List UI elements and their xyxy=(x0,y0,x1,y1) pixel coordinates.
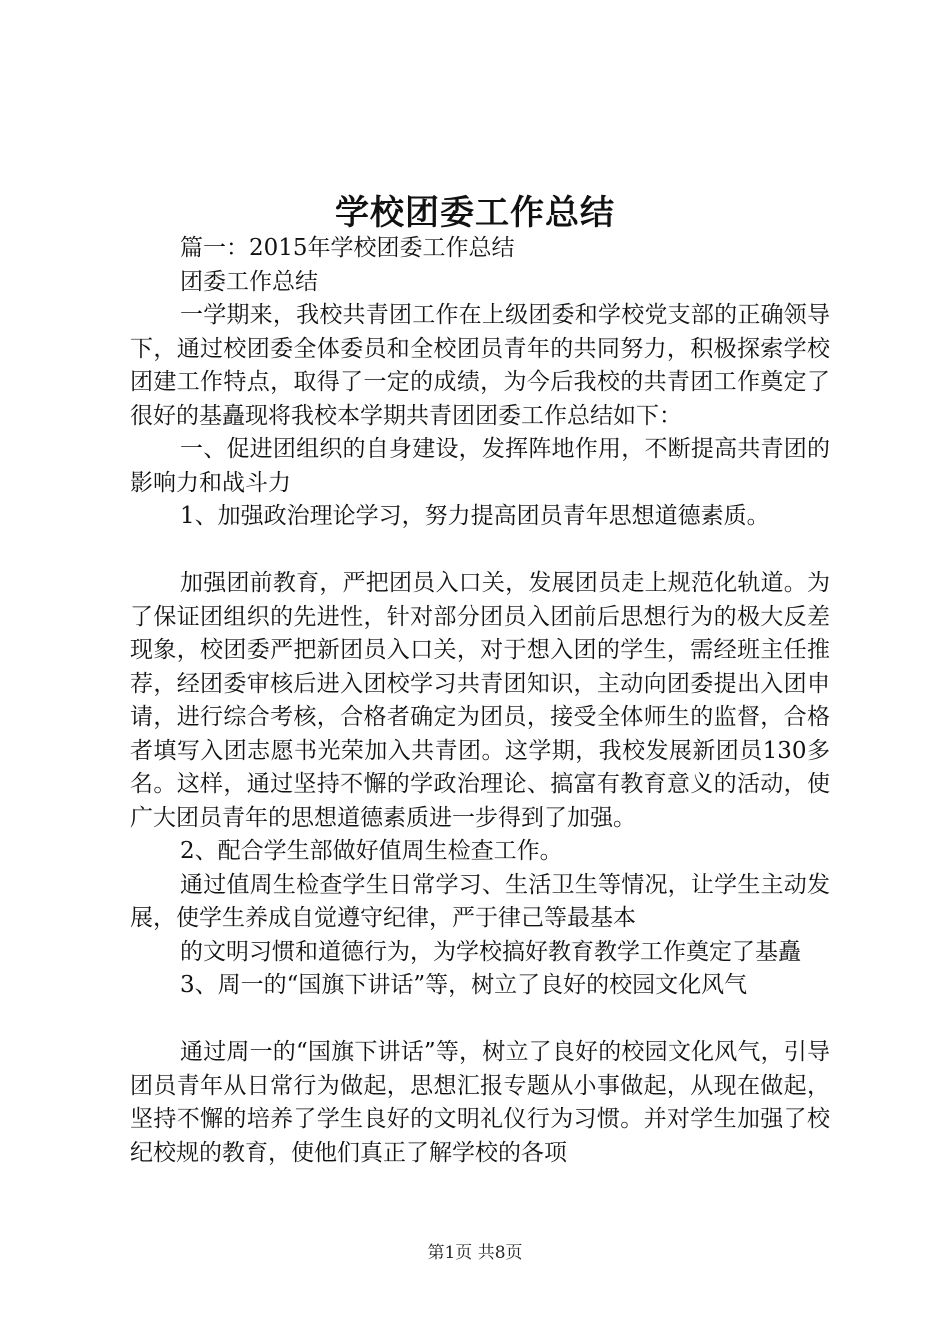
paragraph-heading-one: 一、促进团组织的自身建设，发挥阵地作用，不断提高共青团的影响力和战斗力 xyxy=(130,436,830,496)
document-title: 学校团委工作总结 xyxy=(335,193,615,233)
page-footer: 第1页 共8页 xyxy=(427,1243,523,1263)
paragraph-intro: 一学期来，我校共青团工作在上级团委和学校党支部的正确领导下，通过校团委全体委员和全校团员青年的共同努力，积极探索学校团建工作特点，取得了一定的成绩，为今后我校的共青团工作奠定了很好的基矗现将我校本学期共青团团委工作总结如下： xyxy=(130,302,830,429)
paragraph-item-two: 2、配合学生部做好值周生检查工作。 xyxy=(180,838,563,864)
paragraph-item-two-body: 通过值周生检查学生日常学习、生活卫生等情况，让学生主动发展，使学生养成自觉遵守纪律，严于律己等最基本 xyxy=(130,871,830,931)
paragraph-item-two-body-cont: 的文明习惯和道德行为，为学校搞好教育教学工作奠定了基矗 xyxy=(180,938,801,965)
paragraph-item-one: 1、加强政治理论学习，努力提高团员青年思想道德素质。 xyxy=(180,503,770,529)
paragraph-gap xyxy=(130,534,830,568)
paragraph-section-heading: 篇一：2015年学校团委工作总结 xyxy=(180,235,515,261)
paragraph-item-three: 3、周一的“国旗下讲话”等，树立了良好的校园文化风气 xyxy=(180,972,748,998)
paragraph-item-three-body: 通过周一的“国旗下讲话”等，树立了良好的校园文化风气，引导团员青年从日常行为做起，思想汇报专题从小事做起，从现在做起，坚持不懈的培养了学生良好的文明礼仪行为习惯。并对学生加强了校纪校规的教育，使他们真正了解学校的各项 xyxy=(130,1039,830,1166)
paragraph-gap xyxy=(130,1003,830,1037)
document-body xyxy=(130,232,830,1170)
paragraph-item-one-body: 加强团前教育，严把团员入口关，发展团员走上规范化轨道。为了保证团组织的先进性，针对部分团员入团前后思想行为的极大反差现象，校团委严把新团员入口关，对于想入团的学生，需经班主任推荐，经团委审核后进入团校学习共青团知识，主动向团委提出入团申请，进行综合考核，合格者确定为团员，接受全体师生的监督，合格者填写入团志愿书光荣加入共青团。这学期，我校发展新团员130多名。这样，通过坚持不懈的学政治理论、搞富有教育意义的活动，使广大团员青年的思想道德素质进一步得到了加强。 xyxy=(130,570,830,831)
paragraph-subtitle: 团委工作总结 xyxy=(180,268,318,295)
